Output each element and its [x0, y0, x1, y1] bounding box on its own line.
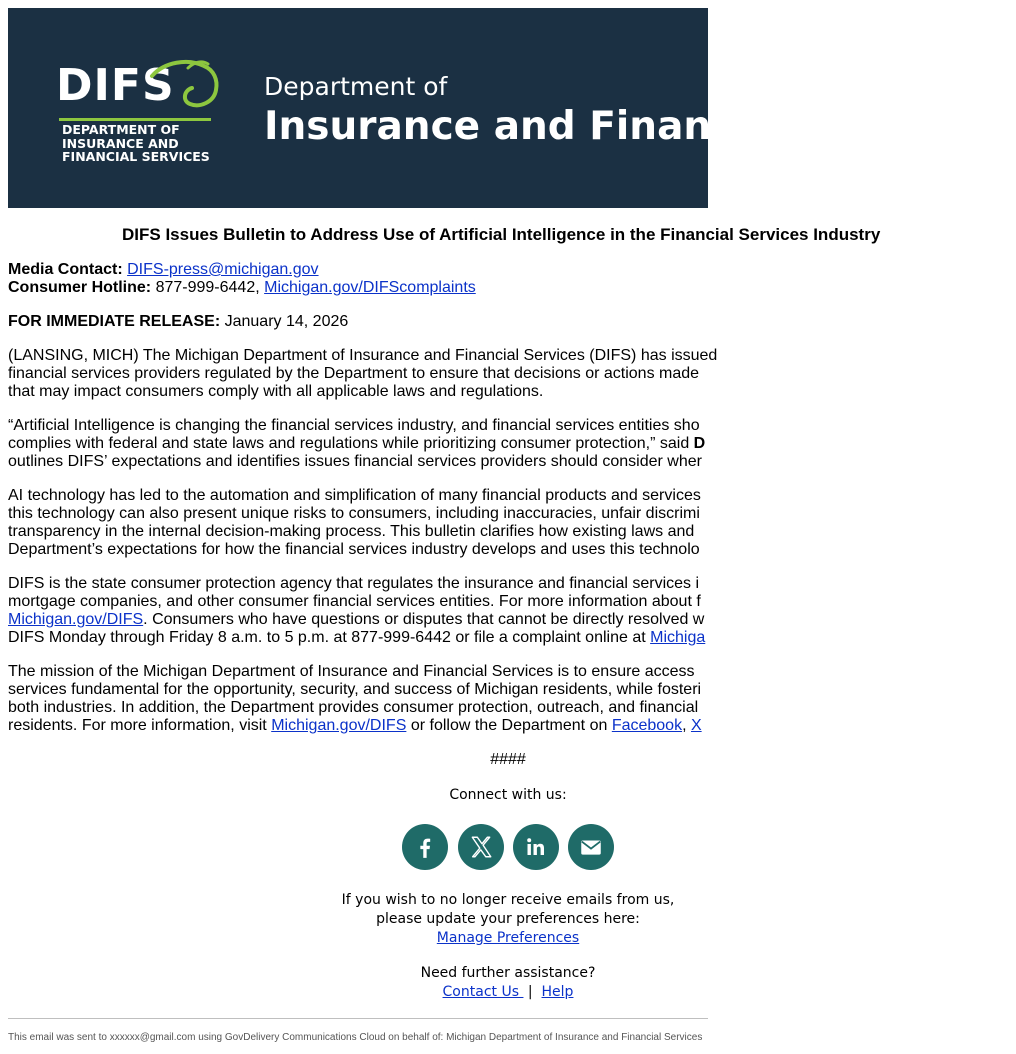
footer-divider [8, 1018, 708, 1019]
logo-subtitle: DEPARTMENT OF INSURANCE AND FINANCIAL SERVICES [62, 122, 210, 164]
difs-logo [56, 60, 226, 174]
banner-department-line: Department of [264, 72, 448, 101]
difs-site-link-2[interactable]: Michigan.gov/DIFS [271, 717, 407, 734]
facebook-link[interactable]: Facebook [611, 717, 683, 734]
release-date-line: FOR IMMEDIATE RELEASE: January 14, 2026 [8, 313, 349, 330]
paragraph-intro: (LANSING, MICH) The Michigan Department of Insurance and Financial Services (DIFS) has issued financial services providers regulated by the Department to ensure that decisions or actions made that may impact consumers comply with all applicable laws and regulations. [8, 347, 718, 400]
contact-us-link[interactable]: Contact Us [442, 984, 524, 1000]
logo-divider [59, 118, 211, 121]
facebook-button[interactable] [402, 824, 448, 870]
x-link[interactable]: X [690, 717, 702, 734]
help-link[interactable]: Help [541, 984, 574, 1000]
difs-site-link[interactable]: Michigan.gov/DIFS [8, 611, 144, 628]
media-contact-line: Media Contact: DIFS-press@michigan.gov [8, 261, 319, 278]
email-button[interactable] [568, 824, 614, 870]
header-banner [8, 8, 987, 208]
linkedin-icon [524, 835, 548, 859]
assistance-block [0, 964, 1016, 1002]
paragraph-about-difs: DIFS is the state consumer protection agency that regulates the insurance and financial services i mortgage companies, and other consumer financial services entities. For more information about f Michigan.gov/DIFS. Consumers who have questions or disputes that cannot be directly resolved w DIFS Monday through Friday 8 a.m. to 5 p.m. at 877-999-6442 or file a complaint online at Michiga [8, 575, 706, 646]
email-icon [578, 834, 604, 860]
preferences-text-2: please update your preferences here: [376, 911, 640, 927]
paragraph-mission: The mission of the Michigan Department of Insurance and Financial Services is to ensure access services fundamental for the opportunity, security, and success of Michigan residents, while fosteri both industries. In addition, the Department provides consumer protection, outreach, and financial residents. For more information, visit Michigan.gov/DIFS or follow the Department on Facebook, X [8, 663, 702, 734]
banner-title: Insurance and Financial Services [264, 104, 987, 149]
footer-fine-print: This email was sent to xxxxxx@gmail.com using GovDelivery Communications Cloud on behalf of: Michigan Department of Insurance and Financial Services [8, 1032, 703, 1043]
hotline-line: Consumer Hotline: 877-999-6442, Michigan.gov/DIFScomplaints [8, 279, 476, 296]
x-icon [468, 834, 494, 860]
complaint-online-link[interactable]: Michiga [650, 629, 706, 646]
assistance-text: Need further assistance? [420, 965, 596, 981]
linkedin-button[interactable] [513, 824, 559, 870]
connect-heading: Connect with us: [449, 787, 567, 803]
paragraph-quote: “Artificial Intelligence is changing the financial services industry, and financial services entities sho complies with federal and state laws and regulations while prioritizing consumer protection,” said D outlines DIFS’ expectations and identifies issues financial services providers should consider wher [8, 417, 706, 470]
link-separator: | [527, 984, 533, 1000]
preferences-block [0, 891, 1016, 948]
preferences-text-1: If you wish to no longer receive emails from us, [341, 892, 675, 908]
x-button[interactable] [458, 824, 504, 870]
manage-preferences-link[interactable]: Manage Preferences [436, 930, 580, 946]
logo-wordmark: DIFS [56, 60, 175, 111]
paragraph-ai-risks: AI technology has led to the automation and simplification of many financial products and services this technology can also present unique risks to consumers, including inaccuracies, unfair discrimi transparency in the internal decision-making process. This bulletin clarifies how existing laws and Department’s expectations for how the financial services industry develops and uses this technolo [8, 487, 701, 558]
facebook-icon [412, 834, 438, 860]
social-links [402, 824, 622, 872]
press-release-body [8, 261, 728, 751]
contacts-block [8, 261, 728, 297]
logo-swoosh-icon [144, 56, 226, 116]
press-headline: DIFS Issues Bulletin to Address Use of Artificial Intelligence in the Financial Services Industry [122, 225, 881, 244]
end-marker: #### [490, 751, 526, 768]
media-email-link[interactable]: DIFS-press@michigan.gov [127, 261, 319, 278]
complaints-link[interactable]: Michigan.gov/DIFScomplaints [264, 279, 476, 296]
